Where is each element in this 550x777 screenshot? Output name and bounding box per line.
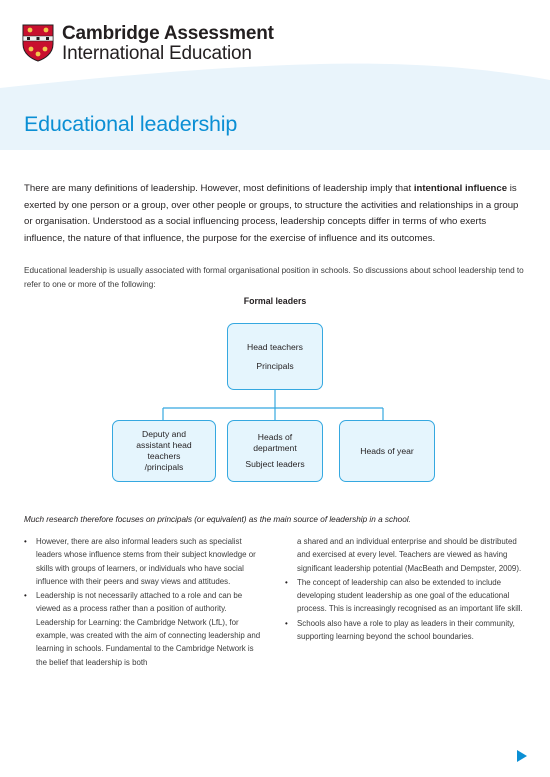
- intro-bold-term: intentional influence: [413, 183, 508, 194]
- node-deputy-line4: /principals: [144, 462, 184, 472]
- node-head-teachers-line2: Principals: [256, 360, 294, 371]
- node-heads-of-department: [227, 420, 323, 482]
- page-title: Educational leadership: [24, 112, 238, 136]
- context-paragraph: Educational leadership is usually associated with formal organisational position in schools. So discussions about school leadership tend to refer to one or more of the following:: [24, 266, 524, 289]
- bullet-item: • The concept of leadership can also be extended to include developing student leadership as one goal of the educational process. This is increasingly recognised as an important life skill.: [285, 576, 529, 616]
- node-deputy-line1: Deputy and: [142, 429, 186, 439]
- org-name-line2: International Education: [62, 43, 252, 64]
- left-column: [24, 535, 264, 669]
- node-year-line1: Heads of year: [360, 445, 414, 456]
- node-department-line3: Subject leaders: [245, 459, 305, 469]
- right-column: [285, 535, 529, 643]
- node-deputy-line2: assistant head: [136, 440, 192, 450]
- node-department-line1: Heads of: [257, 432, 293, 442]
- node-heads-of-year: [339, 420, 435, 482]
- bullet-item: • Leadership is not necessarily attached to a role and can be viewed as a process rather than a position of authority. Leadership for Learning: the Cambridge Network (LfL), for example, was created with the aim of connecting leadership and learning in schools. Fundamental to the Cambridge Network is the belief that leadership is both: [24, 589, 264, 669]
- diagram-caption: Much research therefore focuses on principals (or equivalent) as the main source of leadership in a school.: [24, 515, 411, 524]
- node-head-teachers-line1: Head teachers: [247, 341, 303, 352]
- org-name-line1: Cambridge Assessment: [62, 23, 274, 44]
- diagram-title: Formal leaders: [243, 296, 307, 306]
- continuation-text: a shared and an individual enterprise and should be distributed and exercised at every level. Teachers are viewed as having significant leadership potential (MacBeath and Dempster, 2009).: [297, 537, 522, 573]
- intro-text-1: There are many definitions of leadership. However, most definitions of leadership imply that: [24, 183, 414, 194]
- node-department-line2: department: [253, 443, 297, 453]
- node-deputy-assistant: [112, 420, 216, 482]
- bullet-item: • However, there are also informal leaders such as specialist leaders whose influence stems from their subject knowledge or skills with groups of learners, or individuals who have social influence with their peers and sway views and attitudes.: [24, 535, 264, 588]
- bullet-item: • Schools also have a role to play as leaders in their community, supporting learning beyond the school boundaries.: [285, 617, 529, 644]
- node-head-teachers: [227, 323, 323, 390]
- intro-text-2: is exerted by one person or a group, over other people or groups, to structure the activities and relationships in a group or organisation. Understood as a social influencing process, leadership concepts differ in terms of who exerts influence, the nature of that influence, the purpose for the exercise of influence and its outcomes.: [24, 183, 519, 244]
- node-deputy-line3: teachers: [147, 451, 181, 461]
- next-page-arrow-icon[interactable]: [516, 749, 528, 763]
